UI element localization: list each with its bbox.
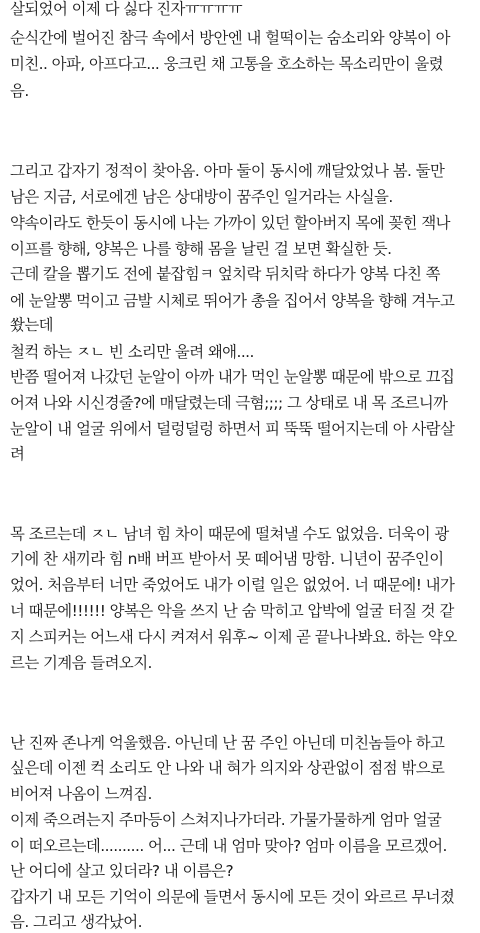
story-line: 었어. 처음부터 너만 죽었어도 내가 이럴 일은 없었어. 너 때문에! 내가 — [10, 576, 455, 594]
story-line: 이제 죽으려는지 주마등이 스쳐지나가더라. 가물가물하게 엄마 얼굴 — [10, 811, 442, 829]
story-line: 갑자기 내 모든 기억이 의문에 들면서 동시에 모든 것이 와르르 무너졌 — [10, 888, 455, 906]
story-line: 눈알이 내 얼굴 위에서 덜렁덜렁 하면서 피 뚝뚝 떨어지는데 아 사람살 — [10, 420, 455, 438]
story-line: 목 조르는데 ㅈㄴ 남녀 힘 차이 때문에 떨쳐낼 수도 없었음. 더욱이 광 — [10, 525, 449, 543]
story-line: 이 떠오르는데.......... 어... 근데 내 엄마 맞아? 엄마 이름을 모르겠어. — [10, 837, 447, 855]
story-line: 난 진짜 존나게 억울했음. 아닌데 난 꿈 주인 아닌데 미친놈들아 하고 — [10, 734, 445, 752]
story-line: 기에 찬 새끼라 힘 n배 버프 받아서 못 떼어냄 망함. 니년이 꿈주인이 — [10, 550, 444, 568]
story-line: 에 눈알뽕 먹이고 금발 시체로 뛰어가 총을 집어서 양복을 향해 겨누고 — [10, 292, 455, 310]
story-line: 음. 그리고 생각났어. — [10, 913, 142, 931]
story-line: 난 어디에 살고 있더라? 내 이름은? — [10, 862, 234, 880]
story-line: 근데 칼을 뽑기도 전에 붙잡힘ㅋ 엎치락 뒤치락 하다가 양복 다친 쪽 — [10, 265, 440, 283]
story-line: 철컥 하는 ㅈㄴ 빈 소리만 울려 왜애.... — [10, 343, 254, 361]
story-line: 순식간에 벌어진 참극 속에서 방안엔 내 헐떡이는 숨소리와 양복이 아 — [10, 29, 450, 47]
story-line: 남은 지금, 서로에겐 남은 상대방이 꿈주인 일거라는 사실을. — [10, 188, 393, 206]
story-line: 음. — [10, 82, 29, 100]
story-line: 미친.. 아파, 아프다고... 웅크린 채 고통을 호소하는 목소리만이 울렸 — [10, 55, 444, 73]
story-line: 쐈는데 — [10, 316, 53, 334]
story-line: 이프를 향해, 양복은 나를 향해 몸을 날린 걸 보면 확실한 듯. — [10, 240, 392, 258]
story-line: 싶은데 이젠 컥 소리도 안 나와 내 혀가 의지와 상관없이 점점 밖으로 — [10, 759, 445, 777]
story-line: 려 — [10, 445, 25, 463]
story-line: 반쯤 떨어져 나갔던 눈알이 아까 내가 먹인 눈알뽕 때문에 밖으로 끄집 — [10, 368, 455, 386]
story-line: 그리고 갑자기 정적이 찾아옴. 아마 둘이 동시에 깨달았었나 봄. 둘만 — [10, 162, 445, 180]
story-line: 어져 나와 시신경줄?에 매달렸는데 극혐;;;; 그 상태로 내 목 조르니까 — [10, 394, 448, 412]
story-line: 비어져 나옴이 느껴짐. — [10, 785, 152, 803]
story-line: 르는 기계음 들려오지. — [10, 654, 152, 672]
story-line: 너 때문에!!!!!! 양복은 악을 쓰지 난 숨 막히고 압박에 얼굴 터질 것 같 — [10, 602, 454, 620]
story-line: 지 스피커는 어느새 다시 켜져서 워후~ 이제 곧 끝나나봐요. 하는 약오 — [10, 628, 457, 646]
story-line: 살되었어 이제 다 싫다 진자ㅠㅠㅠㅠ — [10, 0, 243, 18]
story-line: 약속이라도 한듯이 동시에 나는 가까이 있던 할아버지 목에 꽂힌 잭나 — [10, 214, 450, 232]
